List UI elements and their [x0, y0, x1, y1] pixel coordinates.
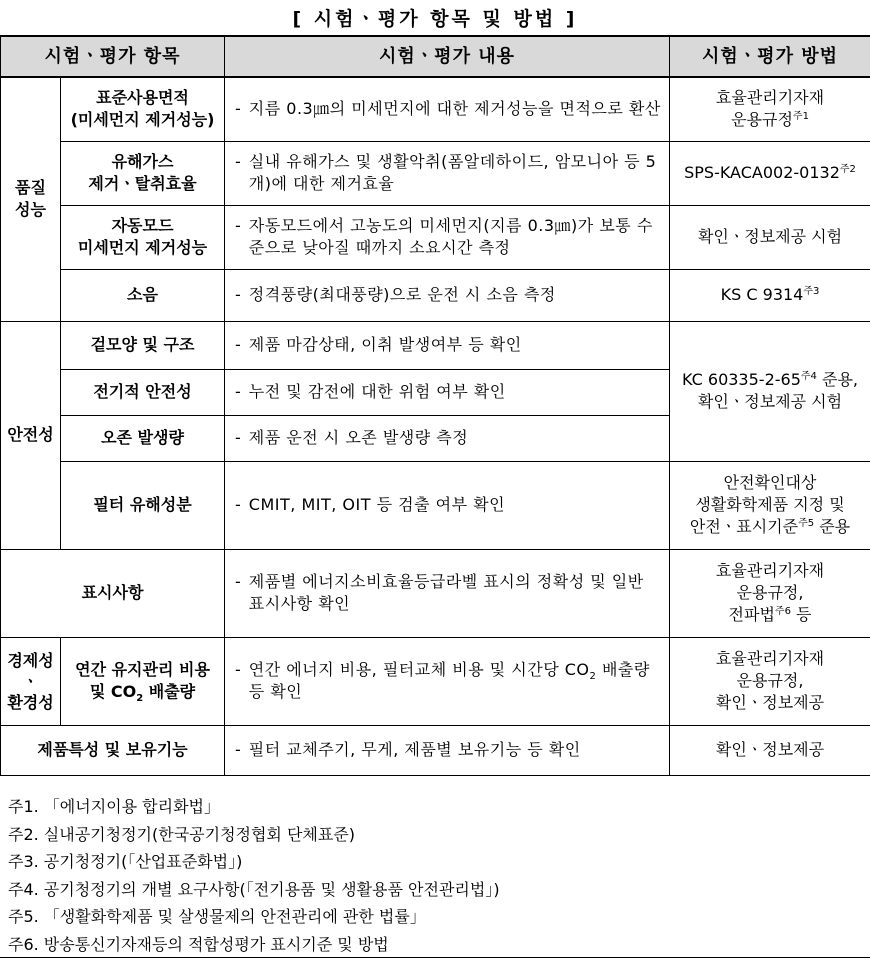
group-safety: 안전성 [1, 321, 61, 549]
footnote: 주3. 공기청정기(「산업표준화법」) [8, 852, 243, 871]
item-method: 안전확인대상 생활화학제품 지정 및 안전ㆍ표시기준$^{주5}$ 준용 [670, 461, 870, 549]
footnote: 주1. 「에너지이용 합리화법」 [8, 797, 220, 816]
footnote: 주2. 실내공기청정기(한국공기청정협회 단체표준) [8, 824, 356, 844]
evaluation-table [0, 35, 870, 776]
table-row: 오존 발생량 - 제품 운전 시 오존 발생량 측정 [1, 415, 870, 461]
item-content: 제품 운전 시 오존 발생량 측정 [248, 428, 469, 447]
header-method: 시험ㆍ평가 방법 [670, 36, 870, 77]
item-method: 확인ㆍ정보제공 시험 [670, 205, 870, 269]
item-name: 필터 유해성분 [61, 461, 225, 549]
item-name: 제품특성 및 보유기능 [1, 725, 225, 775]
item-name: 표준사용면적 (미세먼지 제거성능) [61, 77, 225, 141]
table-row: 표시사항 - 제품별 에너지소비효율등급라벨 표시의 정확성 및 일반 표시사항 확인 효율관리기자재 운용규정, 전파법$^{주6}$ 등 [1, 549, 870, 637]
footnote: 주5. 「생활화학제품 및 살생물제의 안전관리에 관한 법률」 [8, 907, 426, 926]
item-content: 자동모드에서 고농도의 미세먼지(지름 0.3㎛)가 보통 수준으로 낮아질 때까지 소요시간 측정 [248, 216, 653, 257]
item-content: CMIT, MIT, OIT 등 검출 여부 확인 [248, 495, 506, 514]
item-content: 연간 에너지 비용, 필터교체 비용 및 시간당 $CO_2$ 배출량 등 확인 [248, 660, 650, 701]
group-quality: 품질 성능 [1, 77, 61, 321]
item-method: 효율관리기자재 운용규정, 확인ㆍ정보제공 [670, 637, 870, 725]
item-name: 오존 발생량 [61, 415, 225, 461]
item-method: 확인ㆍ정보제공 [670, 725, 870, 775]
item-content: 제품별 에너지소비효율등급라벨 표시의 정확성 및 일반 표시사항 확인 [248, 572, 644, 613]
item-method: 효율관리기자재 운용규정, 전파법$^{주6}$ 등 [670, 549, 870, 637]
table-row: 소음 - 정격풍량(최대풍량)으로 운전 시 소음 측정 KS C $9314^{주3}$ [1, 269, 870, 321]
item-name: 소음 [61, 269, 225, 321]
item-method: KC $60335-2-65^{주4}$ 준용, 확인ㆍ정보제공 시험 [670, 321, 870, 461]
table-row: 경제성 ㆍ 환경성 연간 유지관리 비용 및 $CO_2$ 배출량 - 연간 에너지 비용, 필터교체 비용 및 시간당 $CO_2$ 배출량 등 확인 효율관리기자재 운용규정, 확인ㆍ정보제공 [1, 637, 870, 725]
item-name: 겉모양 및 구조 [61, 321, 225, 369]
item-content: 실내 유해가스 및 생활악취(폼알데하이드, 암모니아 등 5개)에 대한 제거효율 [248, 152, 657, 193]
footnote: 주4. 공기청정기의 개별 요구사항(「전기용품 및 생활용품 안전관리법」) [8, 879, 500, 899]
item-method: 효율관리기자재 운용규정$^{주1}$ [670, 77, 870, 141]
table-row: 제품특성 및 보유기능 - 필터 교체주기, 무게, 제품별 보유기능 등 확인 확인ㆍ정보제공 [1, 725, 870, 775]
item-method: SPS-$KACA002-0132^{주2}$ [670, 141, 870, 205]
item-name: 자동모드 미세먼지 제거성능 [61, 205, 225, 269]
item-content: 제품 마감상태, 이취 발생여부 등 확인 [248, 335, 522, 354]
item-content: 정격풍량(최대풍량)으로 운전 시 소음 측정 [248, 285, 556, 304]
page-title: [ 시험ㆍ평가 항목 및 방법 ] [292, 8, 578, 30]
table-row: 안전성 겉모양 및 구조 - 제품 마감상태, 이취 발생여부 등 확인 KC $60335-2-65^{주4}$ 준용, 확인ㆍ정보제공 시험 [1, 321, 870, 369]
bottom-rule [0, 957, 870, 958]
item-method: KS C $9314^{주3}$ [670, 269, 870, 321]
table-row: 전기적 안전성 - 누전 및 감전에 대한 위험 여부 확인 [1, 369, 870, 415]
item-name: 연간 유지관리 비용 및 $CO_2$ 배출량 [61, 637, 225, 725]
item-name: 전기적 안전성 [61, 369, 225, 415]
header-item: 시험ㆍ평가 항목 [1, 36, 225, 77]
footnotes [8, 793, 500, 958]
item-name: 유해가스 제거ㆍ탈취효율 [61, 141, 225, 205]
table-row: 품질 성능 표준사용면적 (미세먼지 제거성능) - 지름 0.3㎛의 미세먼지에 대한 제거성능을 면적으로 환산 효율관리기자재 운용규정$^{주1}$ [1, 77, 870, 141]
footnote: 주6. 방송통신기자재등의 적합성평가 표시기준 및 방법 [8, 934, 389, 954]
item-content: 누전 및 감전에 대한 위험 여부 확인 [248, 382, 506, 401]
table-row: 유해가스 제거ㆍ탈취효율 - 실내 유해가스 및 생활악취(폼알데하이드, 암모니아 등 5개)에 대한 제거효율 SPS-$KACA002-0132^{주2}$ [1, 141, 870, 205]
item-name: 표시사항 [1, 549, 225, 637]
group-econ: 경제성 ㆍ 환경성 [1, 637, 61, 725]
header-content: 시험ㆍ평가 내용 [225, 36, 670, 77]
item-content: 지름 0.3㎛의 미세먼지에 대한 제거성능을 면적으로 환산 [248, 99, 661, 119]
table-row: 자동모드 미세먼지 제거성능 - 자동모드에서 고농도의 미세먼지(지름 0.3㎛)가 보통 수준으로 낮아질 때까지 소요시간 측정 확인ㆍ정보제공 시험 [1, 205, 870, 269]
table-row: 필터 유해성분 - CMIT, MIT, OIT 등 검출 여부 확인 안전확인대상 생활화학제품 지정 및 안전ㆍ표시기준$^{주5}$ 준용 [1, 461, 870, 549]
item-content: 필터 교체주기, 무게, 제품별 보유기능 등 확인 [248, 740, 581, 759]
